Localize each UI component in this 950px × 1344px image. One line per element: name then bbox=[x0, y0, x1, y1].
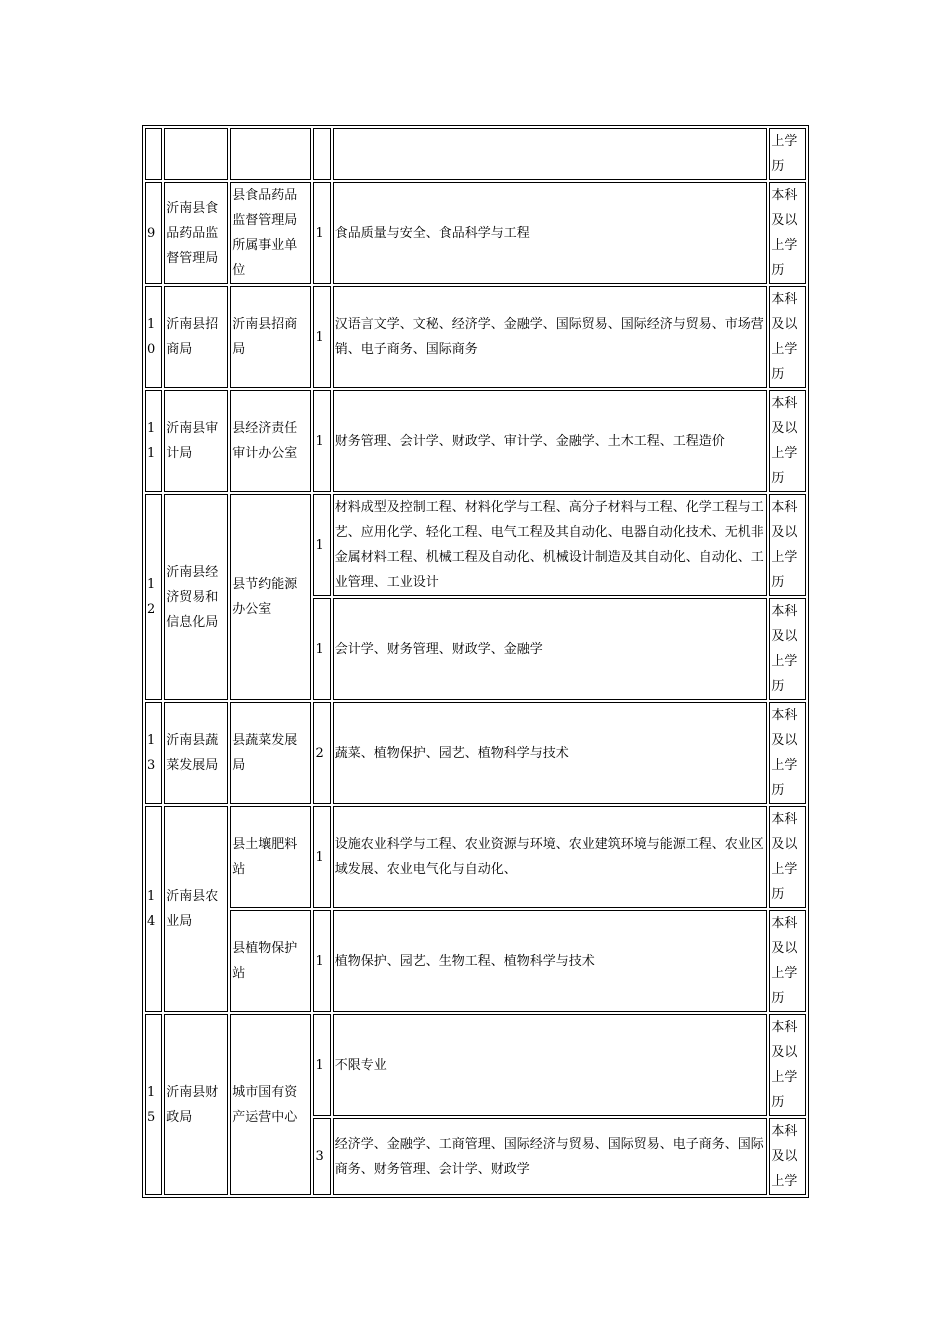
major-cell: 会计学、财务管理、财政学、金融学 bbox=[333, 598, 768, 700]
education-cell: 本科及以上学历 bbox=[769, 598, 806, 700]
count-cell bbox=[313, 128, 330, 180]
education-cell: 本科及以上学历 bbox=[769, 286, 806, 388]
count-cell: 1 bbox=[313, 806, 330, 908]
education-cell: 本科及以上学历 bbox=[769, 910, 806, 1012]
recruitment-table bbox=[142, 125, 809, 1198]
education-cell: 上学历 bbox=[769, 128, 806, 180]
count-cell: 2 bbox=[313, 702, 330, 804]
unit-cell bbox=[230, 128, 311, 180]
table-row bbox=[145, 702, 806, 804]
education-cell: 本科及以上学历 bbox=[769, 390, 806, 492]
major-cell: 蔬菜、植物保护、园艺、植物科学与技术 bbox=[333, 702, 768, 804]
no-cell: 15 bbox=[145, 1014, 162, 1195]
table-wrapper bbox=[142, 125, 809, 1198]
education-cell: 本科及以上学 bbox=[769, 1118, 806, 1195]
major-cell: 财务管理、会计学、财政学、审计学、金融学、土木工程、工程造价 bbox=[333, 390, 768, 492]
count-cell: 1 bbox=[313, 910, 330, 1012]
no-cell: 10 bbox=[145, 286, 162, 388]
count-cell: 1 bbox=[313, 390, 330, 492]
major-cell: 植物保护、园艺、生物工程、植物科学与技术 bbox=[333, 910, 768, 1012]
table-row bbox=[145, 286, 806, 388]
count-cell: 3 bbox=[313, 1118, 330, 1195]
unit-cell: 县经济责任审计办公室 bbox=[230, 390, 311, 492]
dept-cell: 沂南县招商局 bbox=[164, 286, 228, 388]
unit-cell: 县土壤肥料站 bbox=[230, 806, 311, 908]
major-cell: 经济学、金融学、工商管理、国际经济与贸易、国际贸易、电子商务、国际商务、财务管理、会计学、财政学 bbox=[333, 1118, 768, 1195]
no-cell: 12 bbox=[145, 494, 162, 700]
table-row bbox=[145, 494, 806, 596]
dept-cell: 沂南县经济贸易和信息化局 bbox=[164, 494, 228, 700]
education-cell: 本科及以上学历 bbox=[769, 182, 806, 284]
major-cell: 食品质量与安全、食品科学与工程 bbox=[333, 182, 768, 284]
table-row bbox=[145, 910, 806, 1012]
unit-cell: 县食品药品监督管理局所属事业单位 bbox=[230, 182, 311, 284]
unit-cell: 县蔬菜发展局 bbox=[230, 702, 311, 804]
no-cell: 11 bbox=[145, 390, 162, 492]
education-cell: 本科及以上学历 bbox=[769, 806, 806, 908]
no-cell: 14 bbox=[145, 806, 162, 1012]
education-cell: 本科及以上学历 bbox=[769, 494, 806, 596]
table-row bbox=[145, 1014, 806, 1116]
dept-cell: 沂南县食品药品监督管理局 bbox=[164, 182, 228, 284]
major-cell bbox=[333, 128, 768, 180]
table-row bbox=[145, 390, 806, 492]
table-row bbox=[145, 182, 806, 284]
unit-cell: 沂南县招商局 bbox=[230, 286, 311, 388]
education-cell: 本科及以上学历 bbox=[769, 702, 806, 804]
table-row-continued bbox=[145, 128, 806, 180]
dept-cell bbox=[164, 128, 228, 180]
dept-cell: 沂南县审计局 bbox=[164, 390, 228, 492]
unit-cell: 县节约能源办公室 bbox=[230, 494, 311, 700]
major-cell: 汉语言文学、文秘、经济学、金融学、国际贸易、国际经济与贸易、市场营销、电子商务、国际商务 bbox=[333, 286, 768, 388]
count-cell: 1 bbox=[313, 286, 330, 388]
unit-cell: 城市国有资产运营中心 bbox=[230, 1014, 311, 1195]
count-cell: 1 bbox=[313, 494, 330, 596]
dept-cell: 沂南县农业局 bbox=[164, 806, 228, 1012]
no-cell bbox=[145, 128, 162, 180]
table-row bbox=[145, 806, 806, 908]
dept-cell: 沂南县蔬菜发展局 bbox=[164, 702, 228, 804]
major-cell: 设施农业科学与工程、农业资源与环境、农业建筑环境与能源工程、农业区域发展、农业电气化与自动化、 bbox=[333, 806, 768, 908]
no-cell: 9 bbox=[145, 182, 162, 284]
major-cell: 不限专业 bbox=[333, 1014, 768, 1116]
dept-cell: 沂南县财政局 bbox=[164, 1014, 228, 1195]
education-cell: 本科及以上学历 bbox=[769, 1014, 806, 1116]
no-cell: 13 bbox=[145, 702, 162, 804]
count-cell: 1 bbox=[313, 1014, 330, 1116]
major-cell: 材料成型及控制工程、材料化学与工程、高分子材料与工程、化学工程与工艺、应用化学、轻化工程、电气工程及其自动化、电器自动化技术、无机非金属材料工程、机械工程及自动化、机械设计制造及其自动化、自动化、工业管理、工业设计 bbox=[333, 494, 768, 596]
count-cell: 1 bbox=[313, 598, 330, 700]
unit-cell: 县植物保护站 bbox=[230, 910, 311, 1012]
count-cell: 1 bbox=[313, 182, 330, 284]
